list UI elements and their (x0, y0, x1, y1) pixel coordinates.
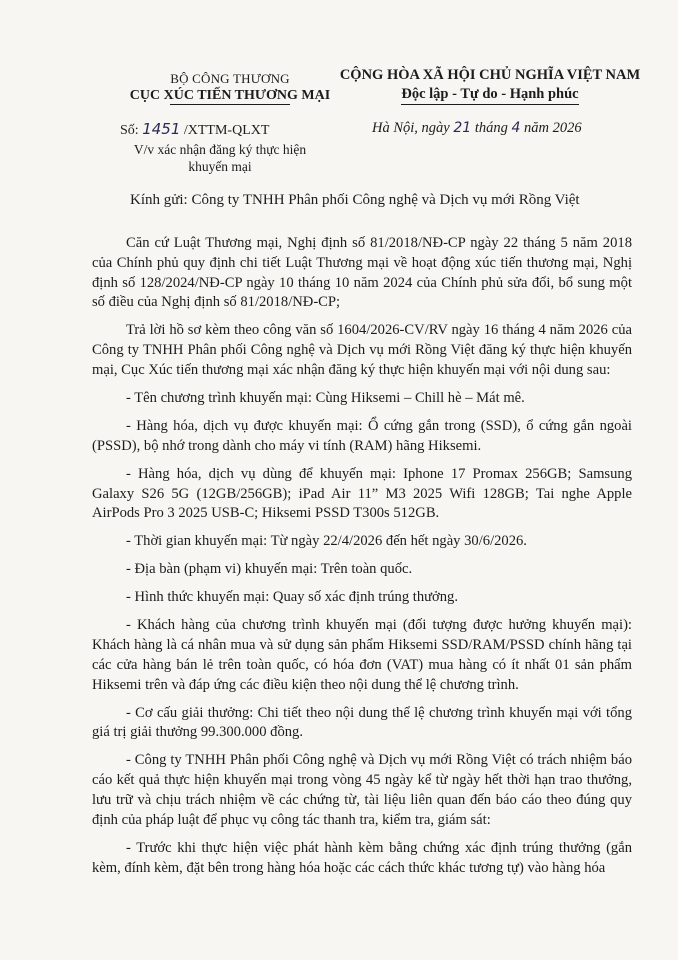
paragraph: - Trước khi thực hiện việc phát hành kèm bằng chứng xác định trúng thưởng (gắn kèm, đính kèm, đặt bên trong hàng hóa hoặc các cách thức khác tương tự) vào hàng hóa (92, 839, 632, 876)
subject-line-1: V/v xác nhận đăng ký thực hiện (133, 142, 307, 157)
paragraph: - Cơ cấu giải thưởng: Chi tiết theo nội dung thể lệ chương trình khuyến mại với tổng giá trị giải thưởng 99.300.000 đồng. (92, 704, 632, 741)
paragraph: - Hàng hóa, dịch vụ dùng để khuyến mại: Iphone 17 Promax 256GB; Samsung Galaxy S26 5G (12GB/256GB); iPad Air 11” M3 2025 Wifi 128GB; Tai nghe Apple AirPods Pro 3 2025 USB-C; Hiksemi PSSD T300s 512GB. (92, 465, 632, 522)
paragraph: - Địa bàn (phạm vi) khuyến mại: Trên toàn quốc. (126, 561, 413, 578)
document-number-prefix: Số: (120, 123, 143, 138)
paragraph: - Hình thức khuyến mại: Quay số xác định trúng thưởng. (126, 589, 458, 606)
document-subject (110, 141, 330, 175)
paragraph: - Công ty TNHH Phân phối Công nghệ và Dịch vụ mới Rồng Việt có trách nhiệm báo cáo kết quả thực hiện khuyến mại trong vòng 45 ngày kể từ ngày hết thời hạn trao thưởng, lưu trữ và chịu trách nhiệm về các chứng từ, tài liệu liên quan đến báo cáo theo đúng quy định của pháp luật để phục vụ công tác thanh tra, kiểm tra, giám sát: (92, 752, 632, 828)
date-day-handwritten: 21 (453, 120, 472, 136)
paragraph: Trả lời hồ sơ kèm theo công văn số 1604/2026-CV/RV ngày 16 tháng 4 năm 2026 của Công ty TNHH Phân phối Công nghệ và Dịch vụ mới Rồng Việt đăng ký thực hiện khuyến mại, Cục Xúc tiến thương mại xác nhận đăng ký thực hiện khuyến mại với nội dung sau: (92, 322, 632, 378)
ministry-name: BỘ CÔNG THƯƠNG (170, 71, 290, 86)
republic-title: CỘNG HÒA XÃ HỘI CHỦ NGHĨA VIỆT NAM (339, 67, 641, 83)
letter-body (92, 234, 632, 887)
document-number (120, 120, 269, 139)
date-month-handwritten: 4 (511, 120, 521, 136)
paragraph: Căn cứ Luật Thương mại, Nghị định số 81/2018/NĐ-CP ngày 22 tháng 5 năm 2018 của Chính phủ quy định chi tiết Luật Thương mại về hoạt động xúc tiến thương mại, Nghị định số 128/2024/NĐ-CP ngày 10 tháng 10 năm 2024 của Chính phủ sửa đổi, bổ sung một số điều của Nghị định số 81/2018/NĐ-CP; (92, 235, 632, 311)
document-number-suffix: /XTTM-QLXT (180, 123, 270, 138)
paragraph: - Thời gian khuyến mại: Từ ngày 22/4/2026 đến hết ngày 30/6/2026. (126, 533, 527, 550)
place-prefix: Hà Nội, ngày (372, 120, 454, 136)
month-label: tháng (471, 120, 512, 136)
document-number-handwritten: 1451 (142, 120, 181, 138)
paragraph: - Hàng hóa, dịch vụ được khuyến mại: Ổ cứng gắn trong (SSD), ổ cứng gắn ngoài (PSSD), bộ nhớ trong dành cho máy vi tính (RAM) hãng Hiksemi. (92, 417, 632, 454)
department-name: CỤC XÚC TIẾN THƯƠNG MẠI (129, 88, 331, 103)
year-label: năm 2026 (520, 120, 582, 136)
place-and-date (372, 120, 582, 137)
national-motto: Độc lập - Tự do - Hạnh phúc (401, 85, 578, 105)
recipient-line: Kính gửi: Công ty TNHH Phân phối Công nghệ và Dịch vụ mới Rồng Việt (130, 192, 580, 208)
paragraph: - Khách hàng của chương trình khuyến mại (đối tượng được hưởng khuyến mại): Khách hàng là cá nhân mua và sử dụng sản phẩm Hiksemi SSD/RAM/PSSD chính hãng tại các cửa hàng bán lẻ trên toàn quốc, có hóa đơn (VAT) mua hàng có ít nhất 01 sản phẩm Hiksemi trên và đáp ứng các điều kiện theo nội dung thể lệ chương trình. (92, 617, 632, 693)
subject-line-2: khuyến mại (188, 159, 252, 174)
paragraph: - Tên chương trình khuyến mại: Cùng Hiksemi – Chill hè – Mát mê. (126, 389, 525, 406)
national-header (335, 66, 645, 105)
issuer-header (100, 70, 360, 104)
header-divider (170, 104, 290, 105)
